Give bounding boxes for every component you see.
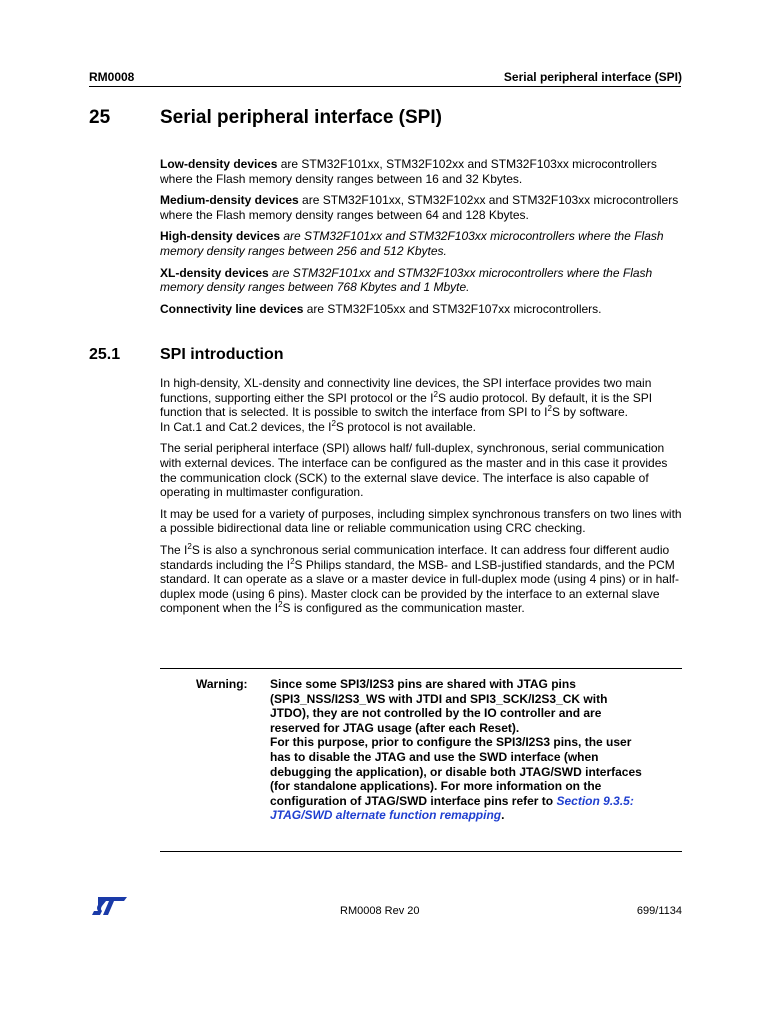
section-link[interactable]: Section 9.3.5: JTAG/SWD alternate function remapping bbox=[270, 793, 634, 823]
definition-low-density bbox=[160, 157, 685, 186]
section-number: 25.1 bbox=[89, 346, 121, 363]
intro-paragraph-3: It may be used for a variety of purposes, including simplex synchronous transfers on two lines with a possible bidirectional data line or reliable communication using CRC checking. bbox=[160, 506, 682, 536]
chapter-title: Serial peripheral interface (SPI) bbox=[160, 107, 442, 128]
warning-top-rule bbox=[160, 668, 682, 669]
definition-connectivity-line bbox=[160, 302, 685, 317]
header-rule bbox=[89, 86, 681, 87]
footer-page-number: 699/1134 bbox=[636, 905, 682, 917]
definition-medium-density bbox=[160, 193, 685, 222]
definition-term: XL-density devices bbox=[160, 265, 269, 280]
definition-text: are STM32F105xx and STM32F107xx microcontrollers. bbox=[303, 301, 602, 316]
intro-paragraph-4: The $I^2S$ is also a synchronous serial communication interface. It can address four different audio standards including the $I^2S$ Philips standard, the MSB- and LSB-justified standards, and the PCM standard. It can operate as a slave or a master device in full-duplex mode (using 4 pins) or in half-duplex mode (using 6 pins). Master clock can be provided by the interface to an external slave component when the $I^2S$ is configured as the communication master. bbox=[160, 541, 679, 616]
definition-text: are STM32F101xx, STM32F102xx and STM32F103xx microcontrollers where the Flash memory density ranges between 16 and 32 Kbytes. bbox=[160, 157, 657, 186]
intro-block bbox=[160, 376, 685, 623]
definition-term: Medium-density devices bbox=[160, 193, 299, 208]
definition-term: High-density devices bbox=[160, 229, 281, 244]
definition-text: are STM32F101xx and STM32F103xx microcontrollers where the Flash memory density ranges between 768 Kbytes and 1 Mbyte. bbox=[160, 265, 653, 295]
st-logo-icon bbox=[90, 895, 128, 917]
section-title: SPI introduction bbox=[160, 346, 284, 363]
warning-text: Since some SPI3/I2S3 pins are shared with JTAG pins (SPI3_NSS/I2S3_WS with JTDI and SPI3_SCK/I2S3_CK with JTDO), they are not controlled by the IO controller and are reserved for JTAG usage (after each Reset). For this purpose, prior to configure the SPI3/I2S3 pins, the user has to disable the JTAG and use the SWD interface (when debugging the application), or disable both JTAG/SWD interfaces (for standalone applications). For more information on the configuration of JTAG/SWD interface pins refer to Section 9.3.5: JTAG/SWD alternate function remapping. bbox=[270, 677, 642, 823]
definition-term: Connectivity line devices bbox=[160, 301, 304, 316]
footer-revision: RM0008 Rev 20 bbox=[340, 905, 420, 917]
chapter-number: 25 bbox=[89, 107, 111, 128]
header-section-title: Serial peripheral interface (SPI) bbox=[503, 70, 682, 84]
header-doc-id: RM0008 bbox=[89, 70, 135, 84]
definition-text: are STM32F101xx and STM32F103xx microcontrollers where the Flash memory density ranges between 256 and 512 Kbytes. bbox=[160, 229, 664, 258]
definition-text: are STM32F101xx, STM32F102xx and STM32F103xx microcontrollers where the Flash memory density ranges between 64 and 128 Kbytes. bbox=[160, 193, 679, 222]
definition-high-density bbox=[160, 229, 685, 258]
warning-bottom-rule bbox=[160, 851, 682, 852]
intro-paragraph-1: In high-density, XL-density and connectivity line devices, the SPI interface provides two main functions, supporting either the SPI protocol or the $I^2S$ audio protocol. By default, it is the SPI function that is selected. It is possible to switch the interface from SPI to $I^2S$ by software. In Cat.1 and Cat.2 devices, the $I^2S$ protocol is not available. bbox=[160, 376, 653, 434]
definitions-block bbox=[160, 157, 685, 323]
intro-paragraph-2: The serial peripheral interface (SPI) allows half/ full-duplex, synchronous, serial communication with external devices. The interface can be configured as the master and in this case it provides the communication clock (SCK) to the external slave device. The interface is also capable of operating in multimaster configuration. bbox=[160, 441, 668, 500]
definition-term: Low-density devices bbox=[160, 157, 278, 171]
warning-label: Warning: bbox=[196, 677, 248, 691]
definition-xl-density bbox=[160, 266, 685, 295]
